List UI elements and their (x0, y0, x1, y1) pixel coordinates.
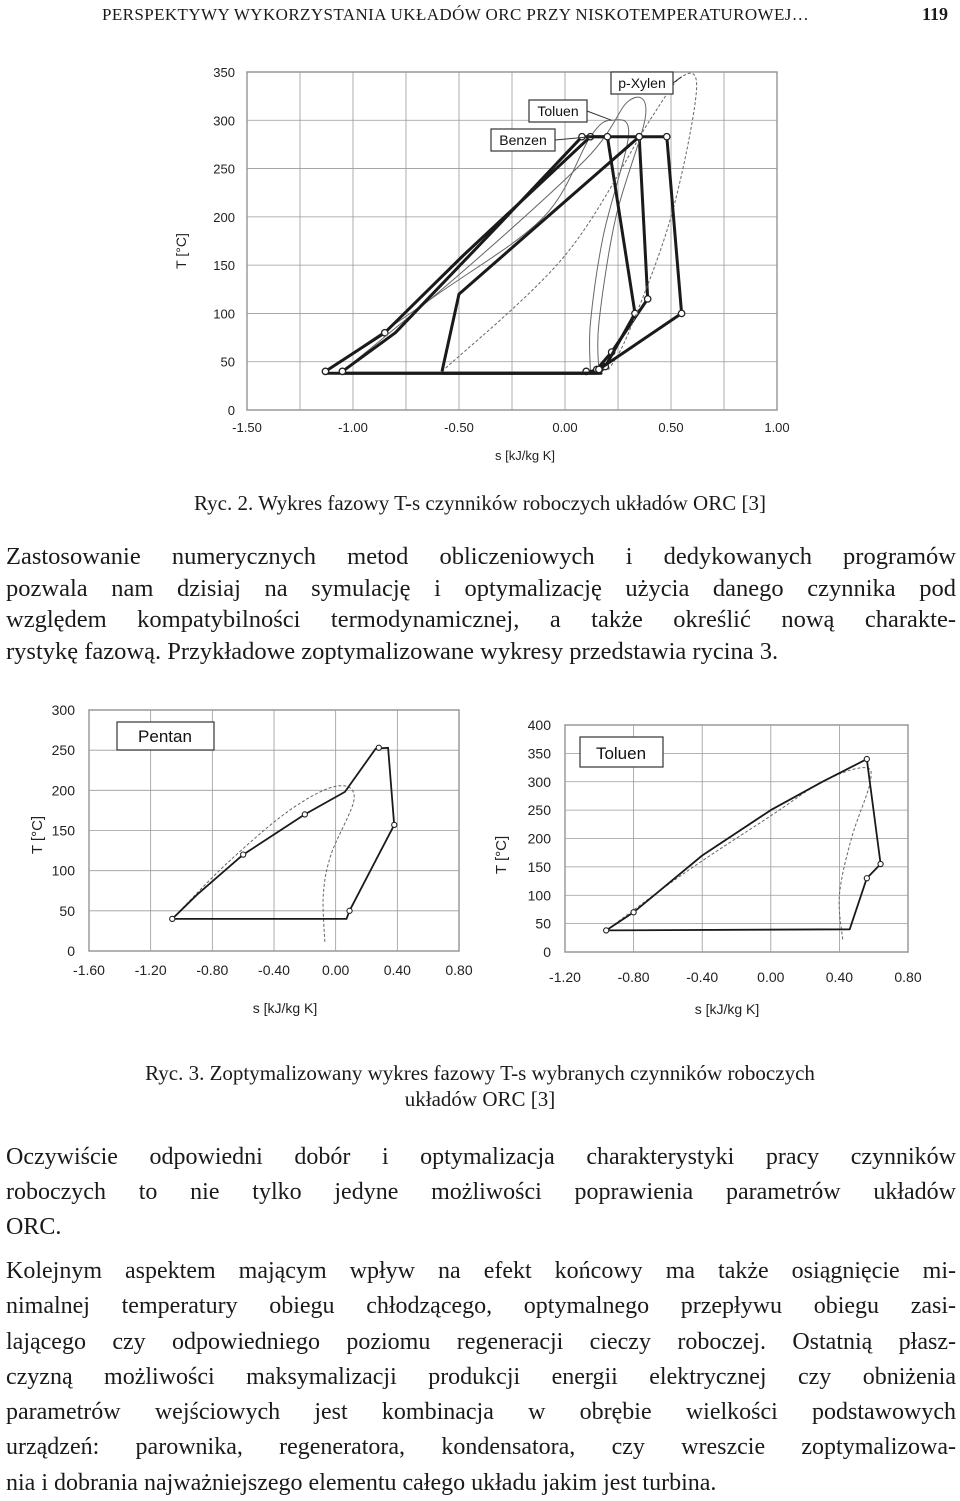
y-tick-label: 250 (527, 802, 551, 819)
data-point-p-xylen (664, 134, 670, 140)
data-point-toluen (631, 910, 636, 915)
y-tick-label: 300 (527, 773, 551, 790)
paragraph-2 (6, 1140, 956, 1245)
y-tick-label: 150 (51, 822, 75, 839)
figure-2-chart (160, 55, 800, 475)
x-tick-label: -1.20 (549, 969, 581, 985)
data-point-pentan (392, 822, 397, 827)
saturation-dome-toluen (606, 768, 871, 941)
x-tick-label: 0.40 (383, 962, 411, 978)
y-tick-label: 100 (527, 887, 551, 904)
y-tick-label: 250 (51, 742, 75, 759)
data-point-pentan (302, 812, 307, 817)
x-axis-label: s [kJ/kg K] (694, 1001, 760, 1017)
x-tick-label: -0.40 (686, 969, 719, 985)
data-point-toluen (864, 876, 869, 881)
x-tick-label: -1.20 (134, 962, 167, 978)
cycle-line-pentan (172, 748, 394, 919)
legend-label-toluen: Toluen (537, 103, 579, 119)
data-point-toluen (864, 756, 869, 761)
data-point-p-xylen (596, 366, 602, 372)
y-tick-label: 150 (527, 858, 551, 875)
running-header (0, 0, 960, 36)
y-tick-label: 0 (543, 944, 551, 960)
p1-line-1: Zastosowanie numerycznych metod obliczeniowych i dedykowanych programów (6, 543, 956, 570)
y-tick-label: 50 (59, 902, 75, 919)
p2-line-1: Oczywiście odpowiedni dobór i optymalizacja charakterystyki pracy czynników (6, 1144, 956, 1170)
x-tick-label: -1.00 (338, 420, 368, 435)
y-tick-label: 200 (51, 782, 75, 799)
x-tick-label: -0.80 (617, 969, 650, 985)
p1-line-3: względem kompatybilności termodynamicznej, a także określić nową charakte- (6, 606, 956, 633)
y-tick-label: 300 (51, 702, 75, 718)
p3-line-3: lającego czy odpowiedniego poziomu regeneracji cieczy roboczej. Ostatnią płasz- (6, 1328, 956, 1355)
data-point-toluen (878, 861, 883, 866)
p3-line-7: nia i dobrania najważniejszego elementu całego układu jakim jest turbina. (6, 1469, 717, 1496)
x-tick-label: -0.50 (444, 420, 474, 435)
running-title: PERSPEKTYWY WYKORZYSTANIA UKŁADÓW ORC PRZY NISKOTEMPERATUROWEJ… (102, 5, 810, 24)
data-point-p-xylen (678, 310, 684, 316)
fig3a-svg (20, 690, 480, 1020)
x-tick-label: -0.40 (258, 962, 290, 978)
data-point-pentan (347, 908, 352, 913)
y-tick-label: 150 (213, 258, 235, 274)
figure-3-right-chart (488, 705, 938, 1020)
data-point-benzen (322, 368, 328, 374)
cycle-line-toluen (342, 137, 635, 374)
figure-3-caption-line-1: Ryc. 3. Zoptymalizowany wykres fazowy T-s wybranych czynników roboczych (145, 1061, 815, 1085)
x-tick-label: 0.80 (445, 962, 473, 978)
x-axis-label: s [kJ/kg K] (495, 448, 555, 463)
paragraph-1 (6, 541, 956, 667)
y-tick-label: 200 (527, 830, 551, 847)
y-axis-label: T [°C] (493, 835, 510, 875)
x-tick-label: 0.80 (894, 969, 922, 985)
x-tick-label: 0.50 (658, 420, 684, 435)
x-tick-label: 0.40 (825, 969, 854, 985)
p1-line-2: pozwala nam dzisiaj na symulację i optymalizację użycia danego czynnika pod (6, 574, 956, 602)
x-tick-label: -1.60 (73, 962, 105, 978)
x-tick-label: -0.80 (196, 962, 229, 978)
y-tick-label: 250 (213, 161, 235, 177)
p2-line-2: roboczych to nie tylko jedyne możliwości poprawienia parametrów układów (6, 1179, 956, 1205)
leader-line-p-xylen (673, 77, 682, 83)
label-toluen: Toluen (595, 744, 647, 763)
legend-label-benzen: Benzen (499, 132, 547, 148)
y-tick-label: 200 (213, 209, 235, 225)
y-tick-label: 50 (220, 354, 235, 370)
y-tick-label: 100 (51, 862, 75, 879)
p3-line-1: Kolejnym aspektem mającym wpływ na efekt końcowy ma także osiągnięcie mi- (6, 1258, 956, 1284)
y-tick-label: 350 (527, 745, 551, 762)
x-tick-label: 1.00 (764, 420, 790, 435)
p2-line-3: ORC. (6, 1214, 62, 1240)
p1-line-4: rystykę fazową. Przykładowe zoptymalizowane wykresy przedstawia rycina 3. (6, 637, 779, 665)
y-tick-label: 50 (535, 915, 551, 932)
figure-2-caption: Ryc. 2. Wykres fazowy T-s czynników roboczych układów ORC [3] (194, 491, 766, 515)
y-tick-label: 0 (67, 943, 75, 959)
fig3b-svg (488, 705, 938, 1020)
data-point-toluen (339, 368, 345, 374)
page-number: 119 (921, 4, 948, 24)
data-point-pentan (170, 916, 175, 921)
figure-3-left-chart (20, 690, 480, 1020)
data-point-p-xylen (636, 134, 642, 140)
data-point-toluen (579, 134, 585, 140)
y-tick-label: 350 (213, 65, 235, 80)
x-tick-label: -1.50 (232, 420, 262, 435)
p3-line-2: nimalnej temperatury obiegu chłodzącego, optymalnego przepływu obiegu zasi- (6, 1293, 956, 1320)
y-tick-label: 100 (213, 306, 235, 322)
figure-3-caption (0, 1060, 960, 1112)
y-tick-label: 400 (527, 717, 551, 733)
p3-line-5: parametrów wejściowych jest kombinacja w obrębie wielkości podstawowych (6, 1399, 956, 1426)
data-point-toluen (604, 134, 610, 140)
fig2-svg (160, 55, 800, 475)
p3-line-4: czyzną możliwości maksymalizacji produkcji energii elektrycznej czy obniżenia (6, 1363, 956, 1390)
x-tick-label: 0.00 (757, 969, 785, 985)
data-point-benzen (644, 296, 650, 302)
y-tick-label: 0 (227, 403, 235, 418)
leader-line-toluen (587, 111, 612, 120)
legend-label-p-xylen: p-Xylen (618, 75, 666, 91)
data-point-pentan (241, 852, 246, 857)
figure-3-caption-line-2: układów ORC [3] (404, 1087, 556, 1111)
y-axis-label: T [°C] (173, 233, 189, 269)
data-point-toluen (604, 928, 609, 933)
x-tick-label: 0.00 (322, 962, 350, 978)
label-pentan: Pentan (138, 727, 192, 746)
y-tick-label: 300 (213, 113, 235, 129)
data-point-pentan (376, 745, 381, 750)
x-axis-label: s [kJ/kg K] (252, 1000, 318, 1016)
p3-line-6: urządzeń: parownika, regeneratora, kondensatora, czy wreszcie zoptymalizowa- (6, 1434, 956, 1461)
x-tick-label: 0.00 (552, 420, 578, 435)
paragraph-3 (6, 1254, 956, 1501)
y-axis-label: T [°C] (29, 815, 46, 855)
